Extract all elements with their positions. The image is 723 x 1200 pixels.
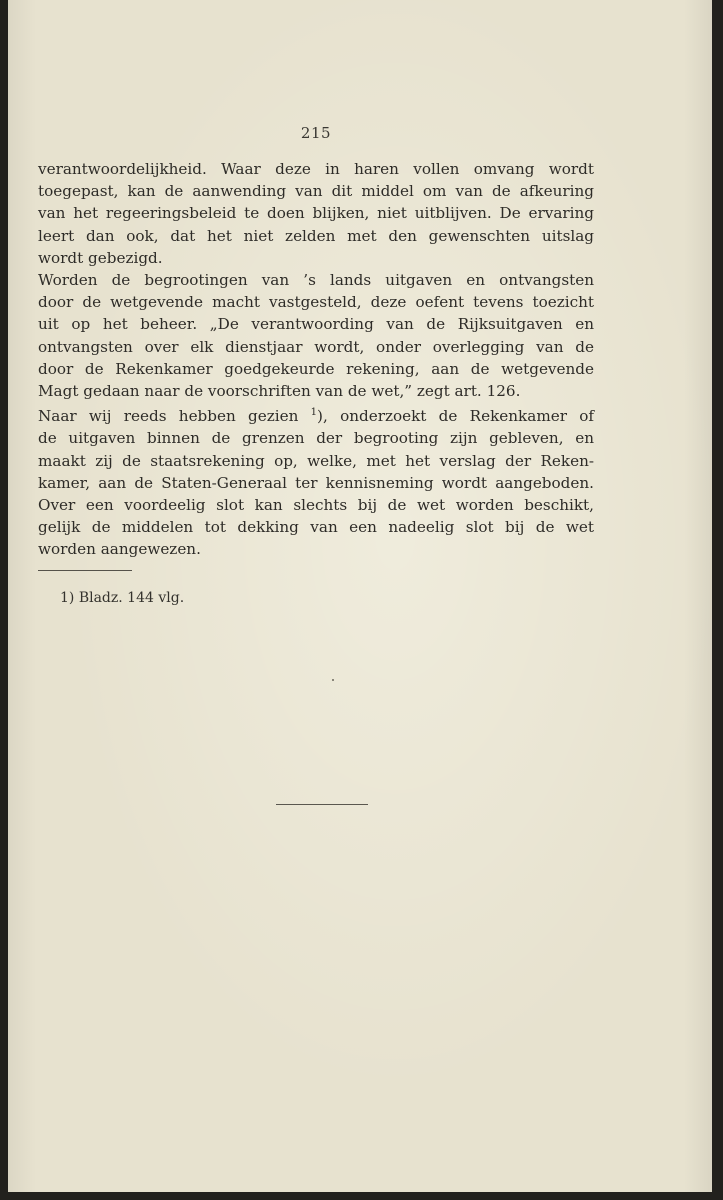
text-line: toegepast, kan de aanwending van dit middel om van de afkeuring (38, 182, 594, 201)
text-line: maakt zij de staatsrekening op, welke, met het verslag der Reken- (38, 451, 594, 470)
footnote-divider (38, 570, 132, 571)
footnote-reference: 1 (310, 407, 318, 419)
footnote: 1) Bladz. 144 vlg. (60, 590, 185, 606)
text-line: worden aangewezen. (38, 540, 201, 559)
text-line: kamer, aan de Staten-Generaal ter kennisneming wordt aangeboden. (38, 473, 594, 492)
text-line: verantwoordelijkheid. Waar deze in haren vollen omvang wordt (38, 160, 594, 178)
body-text (38, 158, 594, 561)
text-line: Over een voordeelig slot kan slechts bij de wet worden beschikt, (38, 496, 594, 515)
text-line: uit op het beheer. „De verantwoording van de Rijksuitgaven en (38, 315, 594, 334)
page-number: 215 (300, 124, 332, 142)
text-line: Magt gedaan naar de voorschriften van de wet,” zegt art. 126. (38, 382, 521, 401)
text-line: de uitgaven binnen de grenzen der begrooting zijn gebleven, en (38, 429, 594, 448)
text-line: door de Rekenkamer goedgekeurde rekening, aan de wetgevende (38, 359, 594, 378)
text-line: door de wetgevende macht vastgesteld, deze oefent tevens toezicht (38, 293, 594, 312)
text-line: gelijk de middelen tot dekking van een nadeelig slot bij de wet (38, 518, 594, 537)
text-line: van het regeeringsbeleid te doen blijken, niet uitblijven. De ervaring (38, 204, 594, 223)
text-line: wordt gebezigd. (38, 248, 163, 267)
text-line: ontvangsten over elk dienstjaar wordt, onder overlegging van de (38, 337, 594, 356)
paragraph-start-line (38, 402, 594, 427)
paragraph-start-line: Worden de begrootingen van ’s lands uitgaven en ontvangsten (38, 271, 594, 290)
text-line: leert dan ook, dat het niet zelden met den gewenschten uitslag (38, 226, 594, 245)
text-fragment: Naar wij reeds hebben gezien (38, 407, 299, 426)
book-page (8, 0, 712, 1192)
text-fragment: ), onderzoekt de Rekenkamer of (317, 407, 594, 426)
ink-speck (332, 679, 334, 681)
end-rule (276, 804, 368, 805)
